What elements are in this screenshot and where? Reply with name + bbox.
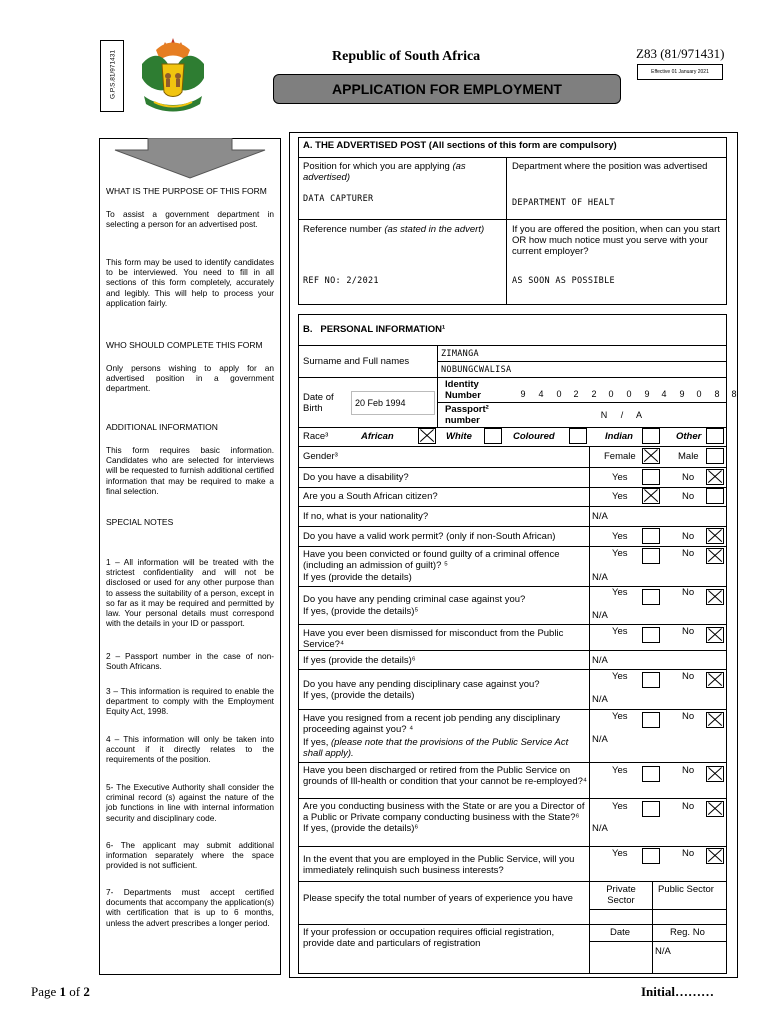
coat-of-arms-icon xyxy=(132,34,214,114)
who-heading: WHO SHOULD COMPLETE THIS FORM xyxy=(106,340,263,350)
dismissed-no-checkbox[interactable] xyxy=(706,627,724,643)
disciplinary-details-field[interactable]: N/A xyxy=(592,694,608,705)
citizen-yes-checkbox[interactable] xyxy=(642,488,660,504)
id-digit: 9 xyxy=(520,389,526,399)
experience-question: Please specify the total number of years of experience you have xyxy=(303,893,573,904)
resigned-details-label: If yes, (please note that the provisions of the Public Service Act shall apply). xyxy=(303,737,569,759)
id-digit: 8 xyxy=(731,389,737,399)
disability-yes-checkbox[interactable] xyxy=(642,469,660,485)
effective-date: Effective 01 January 2021 xyxy=(637,64,723,80)
dismissed-no-label: No xyxy=(682,626,695,637)
id-digit: 8 xyxy=(714,389,720,399)
dismissed-details-label: If yes (provide the details)⁶ xyxy=(303,655,416,666)
surname-label: Surname and Full names xyxy=(303,356,410,367)
registration-date-field[interactable] xyxy=(590,942,651,973)
nationality-field[interactable]: N/A xyxy=(592,511,608,522)
resigned-no-checkbox[interactable] xyxy=(706,712,724,728)
id-digit: 9 xyxy=(679,389,685,399)
business-question: Are you conducting business with the State or are you a Director of a Public or Private company conducting business with the State?⁶ If yes, (provide the details)⁶ xyxy=(303,801,585,834)
date-label: Date xyxy=(610,927,631,938)
citizen-no-checkbox[interactable] xyxy=(706,488,724,504)
permit-yes-checkbox[interactable] xyxy=(642,528,660,544)
convicted-yes-label: Yes xyxy=(612,548,628,559)
note-2: 2 – Passport number in the case of non-South Africans. xyxy=(106,651,274,672)
id-digit: 0 xyxy=(626,389,632,399)
id-digit: 2 xyxy=(591,389,597,399)
convicted-no-label: No xyxy=(682,548,695,559)
id-digit: 4 xyxy=(538,389,544,399)
gender-female-label: Female xyxy=(604,451,636,462)
private-sector-label: Private Sector xyxy=(606,884,636,906)
initial-field[interactable]: Initial……… xyxy=(641,984,714,999)
disciplinary-no-label: No xyxy=(682,671,695,682)
disciplinary-yes-label: Yes xyxy=(612,671,628,682)
disability-no-checkbox[interactable] xyxy=(706,469,724,485)
id-digit: 9 xyxy=(644,389,650,399)
resigned-no-label: No xyxy=(682,711,695,722)
fullname-field[interactable]: NOBUNGCWALISA xyxy=(441,365,512,375)
nationality-question: If no, what is your nationality? xyxy=(303,511,429,522)
id-label: Identity Number xyxy=(445,379,481,401)
convicted-details-field[interactable]: N/A xyxy=(592,572,608,583)
public-sector-label: Public Sector xyxy=(658,884,714,895)
additional-heading: ADDITIONAL INFORMATION xyxy=(106,422,218,432)
id-digit: 4 xyxy=(661,389,667,399)
dismissed-yes-checkbox[interactable] xyxy=(642,627,660,643)
purpose-heading: WHAT IS THE PURPOSE OF THIS FORM xyxy=(106,186,267,196)
note-4: 4 – This information will only be taken into account if it directly relates to the requirements of the position. xyxy=(106,734,274,765)
note-7: 7- Departments must accept certified documents that accompany the application(s) with certification that is up to 6 months, unless the advert prescribes a longer period. xyxy=(106,887,274,928)
race-coloured: Coloured xyxy=(513,431,555,442)
business-details-field[interactable]: N/A xyxy=(592,823,608,834)
dismissed-details-field[interactable]: N/A xyxy=(592,655,608,666)
dob-label: Date of Birth xyxy=(303,392,334,414)
permit-no-checkbox[interactable] xyxy=(706,528,724,544)
pending-case-details-label: If yes, (provide the details)⁵ xyxy=(303,606,419,617)
passport-char: / xyxy=(620,410,624,420)
registration-regno-field[interactable]: N/A xyxy=(655,946,671,957)
id-digit: 2 xyxy=(573,389,579,399)
registration-question: If your profession or occupation requires official registration, provide date and particulars of registration xyxy=(303,927,555,949)
convicted-no-checkbox[interactable] xyxy=(706,548,724,564)
page-number: Page 1 of 2 xyxy=(31,984,90,999)
gender-label: Gender³ xyxy=(303,451,338,462)
disability-question: Do you have a disability? xyxy=(303,472,409,483)
id-digit: 0 xyxy=(608,389,614,399)
position-label: Position for which you are applying (as advertised) xyxy=(303,161,466,183)
gender-male-label: Male xyxy=(678,451,699,462)
disciplinary-no-checkbox[interactable] xyxy=(706,672,724,688)
gender-male-checkbox[interactable] xyxy=(706,448,724,464)
business-yes-label: Yes xyxy=(612,801,628,812)
note-3: 3 – This information is required to enable the department to comply with the Employment Equity Act, 1998. xyxy=(106,686,274,717)
form-code: Z83 (81/971431) xyxy=(636,46,725,61)
discharged-no-label: No xyxy=(682,765,695,776)
pending-case-question: Do you have any pending criminal case against you? xyxy=(303,594,526,605)
resigned-yes-label: Yes xyxy=(612,711,628,722)
permit-no-label: No xyxy=(682,531,695,542)
regno-label: Reg. No xyxy=(670,927,705,938)
dismissed-question: Have you ever been dismissed for misconduct from the Public Service?⁴ xyxy=(303,628,564,650)
business-no-label: No xyxy=(682,801,695,812)
who-text: Only persons wishing to apply for an advertised position in a government department. xyxy=(106,363,274,394)
passport-char: A xyxy=(635,410,642,420)
down-arrow-icon xyxy=(103,138,277,180)
reference-label: Reference number (as stated in the advert) xyxy=(303,224,485,235)
id-digit: 0 xyxy=(696,389,702,399)
id-digit: 0 xyxy=(556,389,562,399)
reference-field[interactable]: REF NO: 2/2021 xyxy=(303,276,379,286)
pending-case-no-checkbox[interactable] xyxy=(706,589,724,605)
discharged-no-checkbox[interactable] xyxy=(706,766,724,782)
disciplinary-yes-checkbox[interactable] xyxy=(642,672,660,688)
race-label: Race³ xyxy=(303,431,329,442)
disciplinary-question: Do you have any pending disciplinary case against you? xyxy=(303,679,540,690)
convicted-yes-checkbox[interactable] xyxy=(642,548,660,564)
race-white: White xyxy=(446,431,472,442)
gender-female-checkbox[interactable] xyxy=(642,448,660,464)
relinquish-yes-checkbox[interactable] xyxy=(642,848,660,864)
purpose-text: To assist a government department in selecting a person for an advertised post. xyxy=(106,209,274,230)
dob-field[interactable]: 20 Feb 1994 xyxy=(351,391,435,415)
dismissed-yes-label: Yes xyxy=(612,626,628,637)
race-other-checkbox[interactable] xyxy=(706,428,724,444)
pending-case-details-field[interactable]: N/A xyxy=(592,610,608,621)
passport-char: N xyxy=(600,410,608,420)
relinquish-question: In the event that you are employed in the Public Service, will you immediately relinquish such business interests? xyxy=(303,854,575,876)
citizen-no-label: No xyxy=(682,491,695,502)
disciplinary-details-label: If yes, (provide the details) xyxy=(303,690,415,701)
start-field[interactable]: AS SOON AS POSSIBLE xyxy=(512,276,615,286)
department-field[interactable]: DEPARTMENT OF HEALT xyxy=(512,198,615,208)
permit-yes-label: Yes xyxy=(612,531,628,542)
race-african-checkbox[interactable] xyxy=(418,428,436,444)
private-sector-field[interactable] xyxy=(590,910,651,923)
race-white-checkbox[interactable] xyxy=(484,428,502,444)
discharged-yes-label: Yes xyxy=(612,765,628,776)
convicted-question: Have you been convicted or found guilty of a criminal offence (including an admission of guilt)? ⁵ xyxy=(303,549,560,571)
resigned-yes-checkbox[interactable] xyxy=(642,712,660,728)
section-a-heading: A. THE ADVERTISED POST (All sections of this form are compulsory) xyxy=(303,140,617,151)
notes-heading: SPECIAL NOTES xyxy=(106,517,174,527)
race-indian: Indian xyxy=(605,431,633,442)
convicted-details-label: If yes (provide the details) xyxy=(303,572,412,583)
pending-case-yes-label: Yes xyxy=(612,587,628,598)
business-yes-checkbox[interactable] xyxy=(642,801,660,817)
department-label: Department where the position was advertised xyxy=(512,161,708,172)
note-6: 6- The applicant may submit additional information separately where the space provided is not sufficient. xyxy=(106,840,274,871)
note-5: 5- The Executive Authority shall consider the criminal record (s) against the nature of the job functions in line with internal information security and disciplinary code. xyxy=(106,782,274,823)
position-field[interactable]: DATA CAPTURER xyxy=(303,194,374,204)
relinquish-no-label: No xyxy=(682,848,695,859)
section-b-heading: B. PERSONAL INFORMATION¹ xyxy=(303,324,446,335)
race-coloured-checkbox[interactable] xyxy=(569,428,587,444)
citizen-yes-label: Yes xyxy=(612,491,628,502)
start-label: If you are offered the position, when can you start OR how much notice must you serve with your current employer? xyxy=(512,224,720,257)
form-title: APPLICATION FOR EMPLOYMENT xyxy=(273,74,621,104)
gps-code: G.P.S.81/971431 xyxy=(100,40,124,112)
business-no-checkbox[interactable] xyxy=(706,801,724,817)
pending-case-no-label: No xyxy=(682,587,695,598)
surname-field[interactable]: ZIMANGA xyxy=(441,349,479,359)
disability-no-label: No xyxy=(682,472,695,483)
country-name: Republic of South Africa xyxy=(332,49,481,64)
pending-case-yes-checkbox[interactable] xyxy=(642,589,660,605)
permit-question: Do you have a valid work permit? (only if non-South African) xyxy=(303,531,556,542)
race-african: African xyxy=(361,431,394,442)
discharged-yes-checkbox[interactable] xyxy=(642,766,660,782)
additional-text: This form requires basic information. Candidates who are selected for interviews will be requested to furnish additional certified information that may be required to make a final selection. xyxy=(106,445,274,496)
race-indian-checkbox[interactable] xyxy=(642,428,660,444)
note-1: 1 – All information will be treated with the strictest confidentiality and will not be disclosed or used for any other purpose than to assess the suitability of a person, except in so far as it may be required and permitted by law. Your personal details must correspond with the details in your ID or passport. xyxy=(106,557,274,629)
relinquish-yes-label: Yes xyxy=(612,848,628,859)
resigned-question: Have you resigned from a recent job pending any disciplinary proceeding against you? ⁴ xyxy=(303,713,561,735)
citizen-question: Are you a South African citizen? xyxy=(303,491,438,502)
race-other: Other xyxy=(676,431,702,442)
passport-label: Passport² number xyxy=(445,404,489,426)
relinquish-no-checkbox[interactable] xyxy=(706,848,724,864)
usage-text: This form may be used to identify candidates to be interviewed. You need to fill in all sections of this form completely, accurately and legibly. This will help to process your application fairly. xyxy=(106,257,274,308)
discharged-question: Have you been discharged or retired from the Public Service on grounds of Ill-health or condition that your cannot be re-employed?⁴ xyxy=(303,765,587,787)
public-sector-field[interactable] xyxy=(653,910,726,923)
disability-yes-label: Yes xyxy=(612,472,628,483)
resigned-details-field[interactable]: N/A xyxy=(592,734,608,745)
